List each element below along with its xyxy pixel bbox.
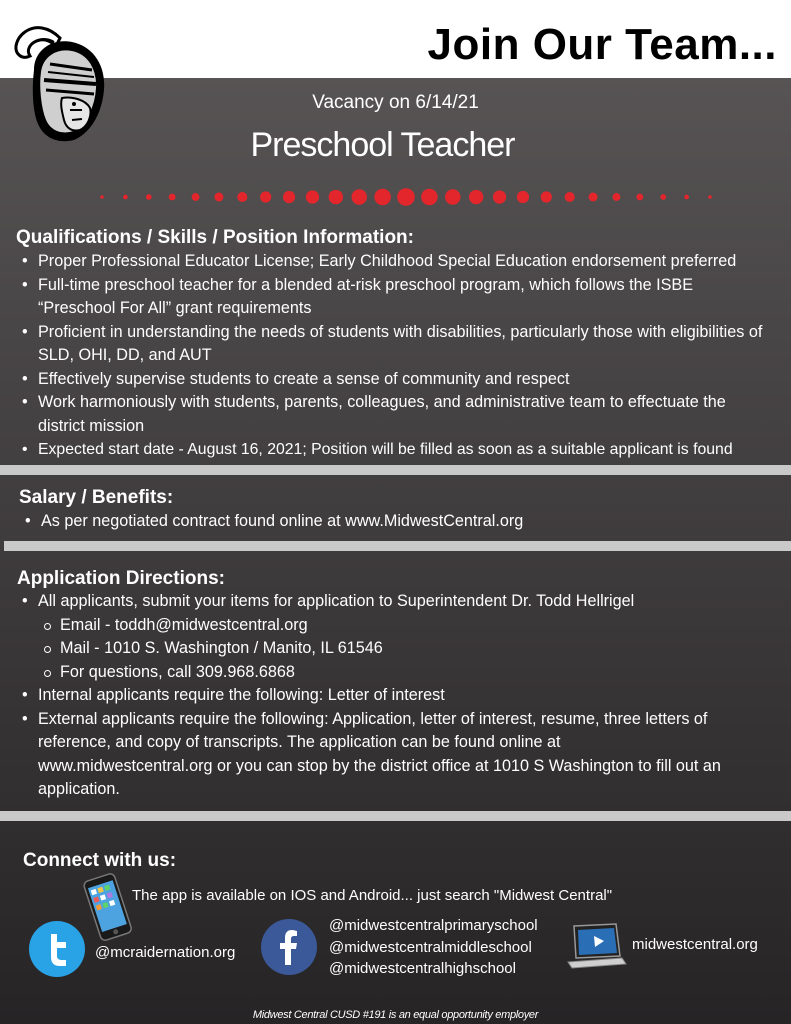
divider-dot: [445, 189, 460, 204]
section-divider: [0, 465, 791, 475]
divider-dot: [192, 193, 200, 201]
divider-dot: [306, 190, 319, 203]
divider-dot: [237, 192, 247, 202]
divider-dot: [214, 193, 223, 202]
divider-dot: [169, 194, 176, 201]
smartphone-icon: [80, 872, 136, 944]
list-item: • Expected start date - August 16, 2021; Position will be filled as soon as a suitable applicant is found: [16, 438, 786, 462]
section-divider: [4, 541, 791, 551]
application-heading: Application Directions:: [17, 568, 225, 589]
list-item: [16, 590, 721, 684]
divider-dot: [636, 194, 643, 201]
divider-dot: [329, 190, 343, 204]
page-headline: Join Our Team...: [427, 20, 777, 69]
divider-dot: [660, 194, 666, 200]
email-item: Email - toddh@midwestcentral.org: [38, 614, 721, 638]
divider-dot: [352, 189, 367, 204]
qualifications-list: [16, 250, 786, 462]
divider-dot: [374, 189, 391, 206]
application-list: [16, 590, 721, 802]
connect-heading: Connect with us:: [23, 850, 177, 871]
website-link[interactable]: midwestcentral.org: [632, 936, 758, 953]
list-item: • Proficient in understanding the needs of students with disabilities, particularly those with eligibilities of SLD, OHI, DD, and AUT: [16, 321, 786, 368]
list-item: • External applicants require the following: Application, letter of interest, resume, three letters of reference, and copy of transcripts. The application can be found online at www.midwestcentral.org or you can stop by the district office at 1010 S Washington to fill out an application.: [16, 708, 721, 802]
facebook-handle[interactable]: @midwestcentralmiddleschool: [329, 938, 532, 956]
divider-dot: [421, 189, 438, 206]
divider-dot: [589, 193, 598, 202]
contact-sublist: [38, 614, 721, 685]
facebook-handles: [329, 915, 538, 980]
divider-dot: [708, 195, 712, 199]
list-item: • Effectively supervise students to create a sense of community and respect: [16, 368, 786, 392]
divider-dot: [100, 195, 104, 199]
divider-dot: [541, 191, 552, 202]
list-item: • Internal applicants require the following: Letter of interest: [16, 684, 721, 708]
vacancy-text: Vacancy on 6/14/21: [312, 92, 479, 113]
list-item: • Proper Professional Educator License; Early Childhood Special Education endorsement preferred: [16, 250, 786, 274]
twitter-handle[interactable]: @mcraidernation.org: [95, 944, 236, 961]
header-bar: [0, 0, 791, 78]
divider-dot: [123, 195, 128, 200]
divider-dot: [469, 190, 483, 204]
divider-dot: [283, 191, 295, 203]
facebook-handle[interactable]: @midwestcentralprimaryschool: [329, 917, 538, 934]
app-availability-text: The app is available on IOS and Android... just search "Midwest Central": [132, 887, 613, 904]
red-dot-divider: [96, 185, 716, 209]
list-item: • Work harmoniously with students, parents, colleagues, and administrative team to effectuate the district mission: [16, 391, 786, 438]
vacancy-date: [0, 92, 791, 114]
divider-dot: [260, 191, 271, 202]
laptop-icon: [564, 922, 628, 972]
section-divider: [0, 811, 791, 821]
twitter-icon[interactable]: [28, 920, 86, 978]
list-item: • Full-time preschool teacher for a blended at-risk preschool program, which follows the ISBE “Preschool For All” grant requirements: [16, 274, 786, 321]
list-item: • As per negotiated contract found online at www.MidwestCentral.org: [19, 510, 779, 534]
salary-heading: Salary / Benefits:: [19, 487, 174, 508]
equal-opportunity-note: Midwest Central CUSD #191 is an equal opportunity employer: [252, 1009, 539, 1021]
divider-dot: [493, 190, 506, 203]
divider-dot: [397, 188, 415, 206]
divider-dot: [517, 191, 529, 203]
facebook-handle[interactable]: @midwestcentralhighschool: [329, 960, 516, 977]
job-title: Preschool Teacher: [250, 126, 515, 164]
mail-item: Mail - 1010 S. Washington / Manito, IL 61546: [38, 637, 721, 661]
facebook-icon[interactable]: [260, 918, 318, 976]
submit-text: All applicants, submit your items for application to Superintendent Dr. Todd Hellrigel: [38, 592, 635, 610]
salary-list: [19, 510, 779, 534]
phone-item: For questions, call 309.968.6868: [38, 661, 721, 685]
divider-dot: [613, 193, 621, 201]
divider-dot: [684, 195, 689, 200]
divider-dot: [146, 194, 152, 200]
divider-dot: [565, 192, 575, 202]
qualifications-heading: Qualifications / Skills / Position Information:: [16, 227, 414, 248]
